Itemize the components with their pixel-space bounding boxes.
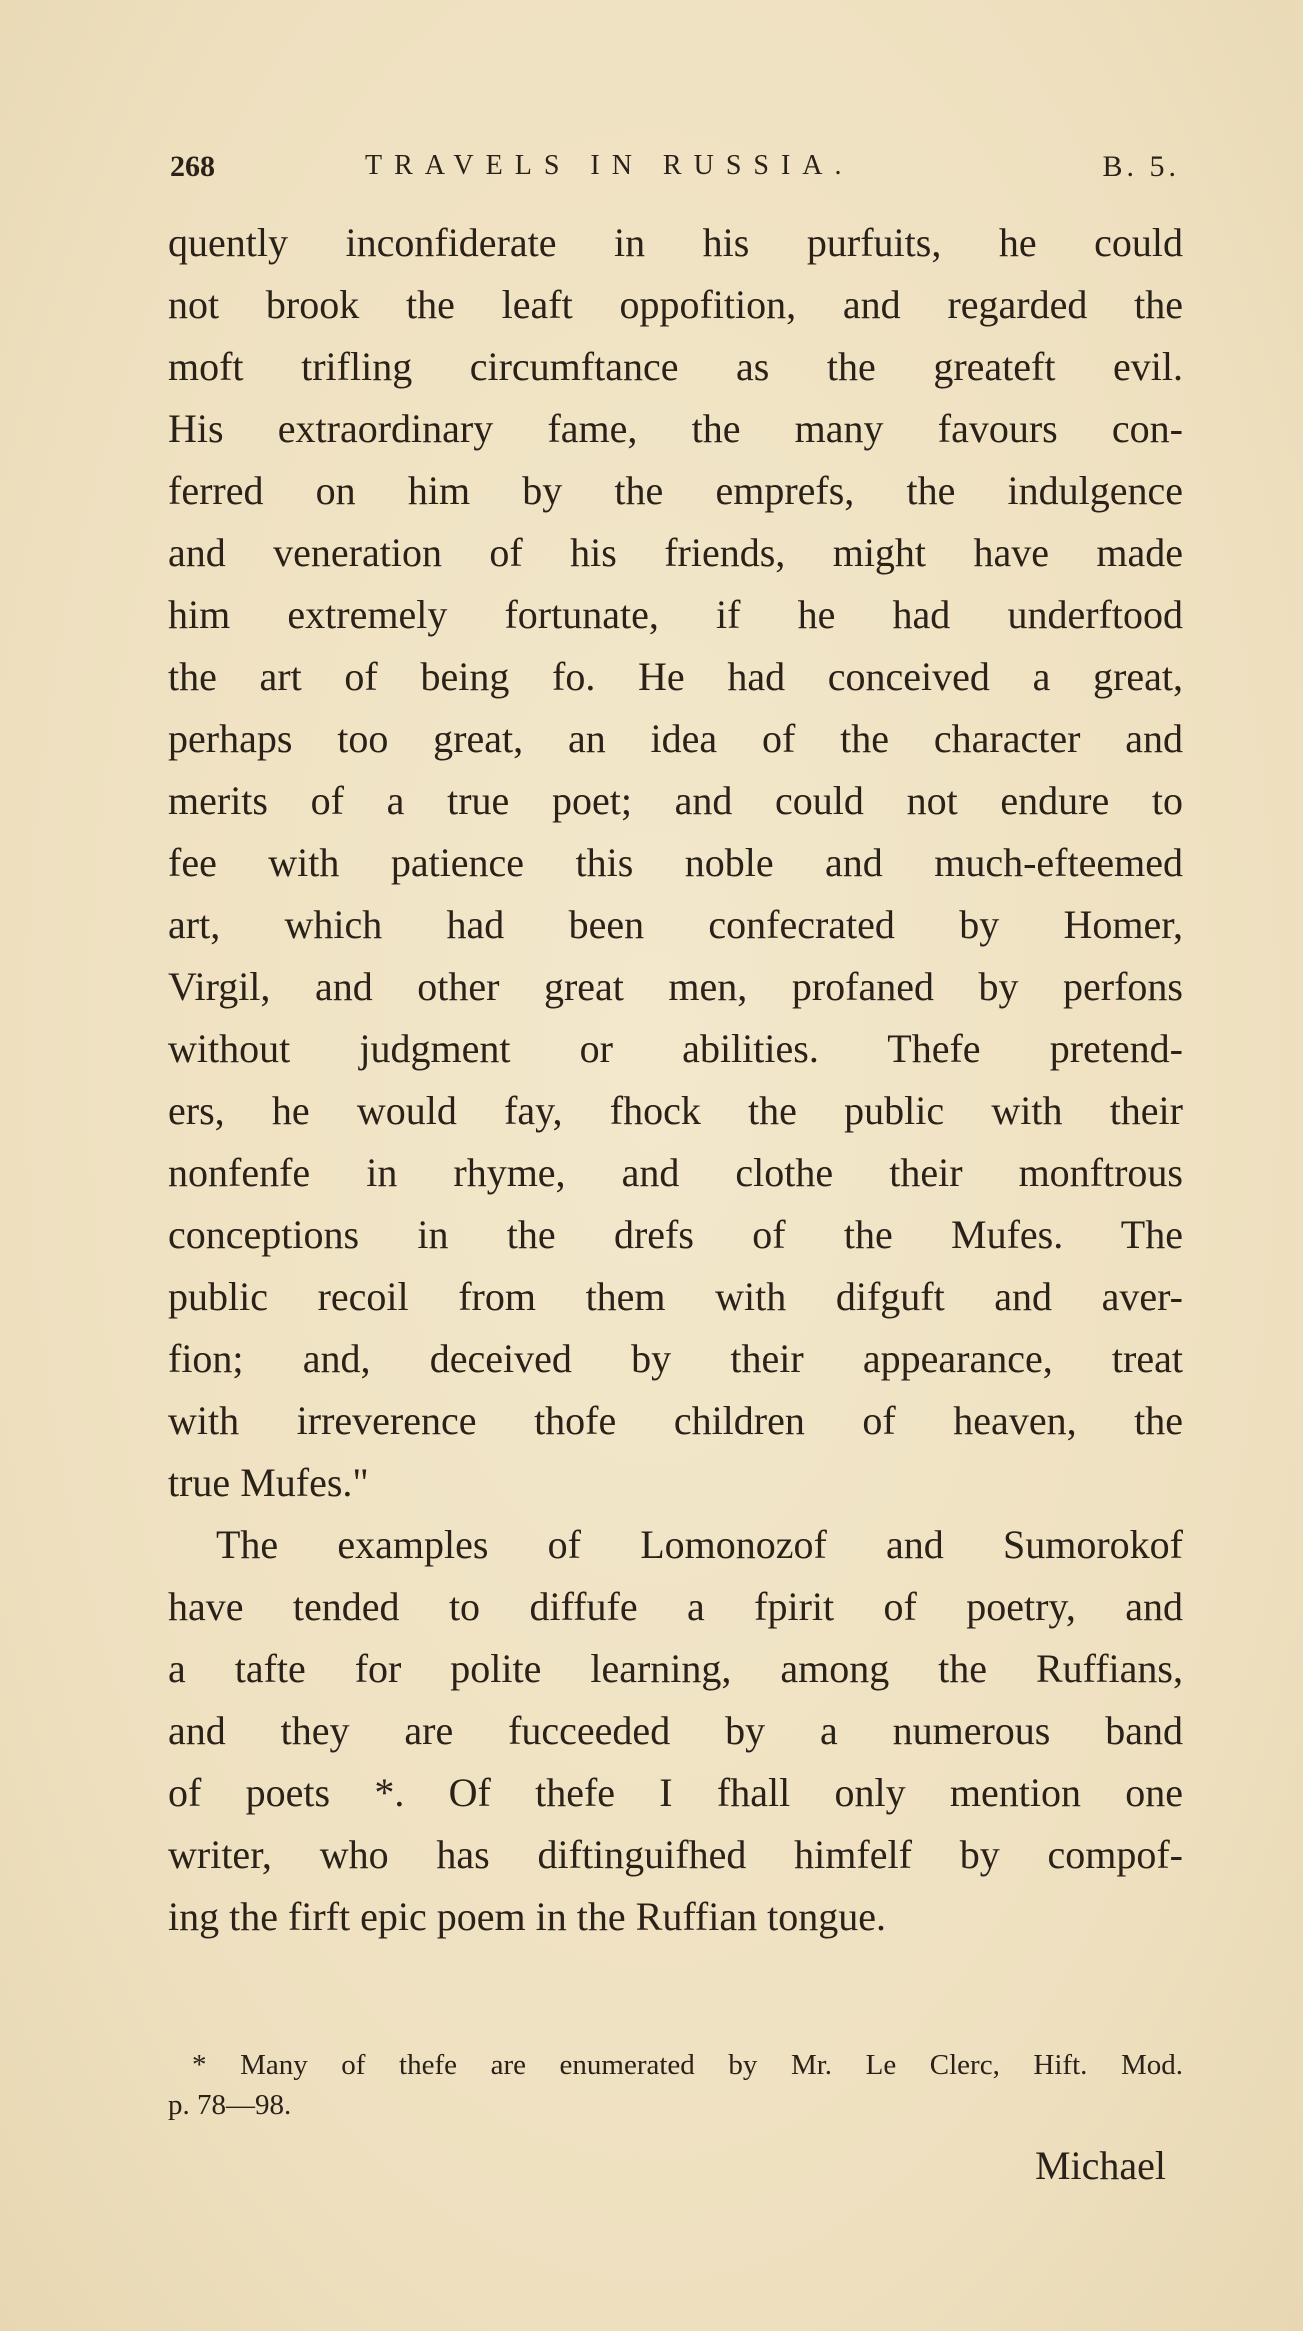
text-line: perhaps too great, an idea of the character and bbox=[168, 716, 1183, 761]
footnote bbox=[168, 2045, 1183, 2125]
text-line: the art of being fo. He had conceived a great, bbox=[168, 654, 1183, 699]
text-line: him extremely fortunate, if he had underftood bbox=[168, 592, 1183, 637]
text-line: conceptions in the drefs of the Mufes. The bbox=[168, 1212, 1183, 1257]
text-line: a tafte for polite learning, among the Ruffians, bbox=[168, 1646, 1183, 1691]
text-line: and they are fucceeded by a numerous band bbox=[168, 1708, 1183, 1753]
footnote-line: * Many of thefe are enumerated by Mr. Le Clerc, Hift. Mod. bbox=[192, 2049, 1183, 2081]
text-line: without judgment or abilities. Thefe pretend- bbox=[168, 1026, 1183, 1071]
text-line: true Mufes." bbox=[168, 1460, 369, 1505]
text-line: and veneration of his friends, might have made bbox=[168, 530, 1183, 575]
text-line: moft trifling circumftance as the greateft evil. bbox=[168, 344, 1183, 389]
text-line: quently inconfiderate in his purfuits, he could bbox=[168, 220, 1183, 265]
text-line: fee with patience this noble and much-efteemed bbox=[168, 840, 1183, 885]
text-line: Virgil, and other great men, profaned by perfons bbox=[168, 964, 1183, 1009]
running-title: TRAVELS IN RUSSIA. bbox=[365, 150, 854, 181]
text-line: public recoil from them with difguft and aver- bbox=[168, 1274, 1183, 1319]
text-line: ers, he would fay, fhock the public with their bbox=[168, 1088, 1183, 1133]
text-line: with irreverence thofe children of heaven, the bbox=[168, 1398, 1183, 1443]
page-number: 268 bbox=[170, 150, 215, 183]
text-line: writer, who has diftinguifhed himfelf by compof- bbox=[168, 1832, 1183, 1877]
footnote-line: p. 78—98. bbox=[168, 2089, 292, 2121]
running-header bbox=[170, 150, 1180, 200]
text-line: His extraordinary fame, the many favours con- bbox=[168, 406, 1183, 451]
text-line: fion; and, deceived by their appearance, treat bbox=[168, 1336, 1183, 1381]
text-line: not brook the leaft oppofition, and regarded the bbox=[168, 282, 1183, 327]
text-line: ferred on him by the emprefs, the indulgence bbox=[168, 468, 1183, 513]
text-line: ing the firft epic poem in the Ruffian tongue. bbox=[168, 1894, 886, 1939]
text-line: merits of a true poet; and could not endure to bbox=[168, 778, 1183, 823]
book-number: B. 5. bbox=[1102, 150, 1180, 183]
paragraph-start-line: The examples of Lomonozof and Sumorokof bbox=[216, 1522, 1183, 1567]
text-line: of poets *. Of thefe I fhall only mention one bbox=[168, 1770, 1183, 1815]
text-line: have tended to diffufe a fpirit of poetry, and bbox=[168, 1584, 1183, 1629]
text-line: art, which had been confecrated by Homer, bbox=[168, 902, 1183, 947]
text-line: nonfenfe in rhyme, and clothe their monftrous bbox=[168, 1150, 1183, 1195]
body-text bbox=[168, 212, 1183, 1948]
catchword: Michael bbox=[1034, 2143, 1166, 2188]
